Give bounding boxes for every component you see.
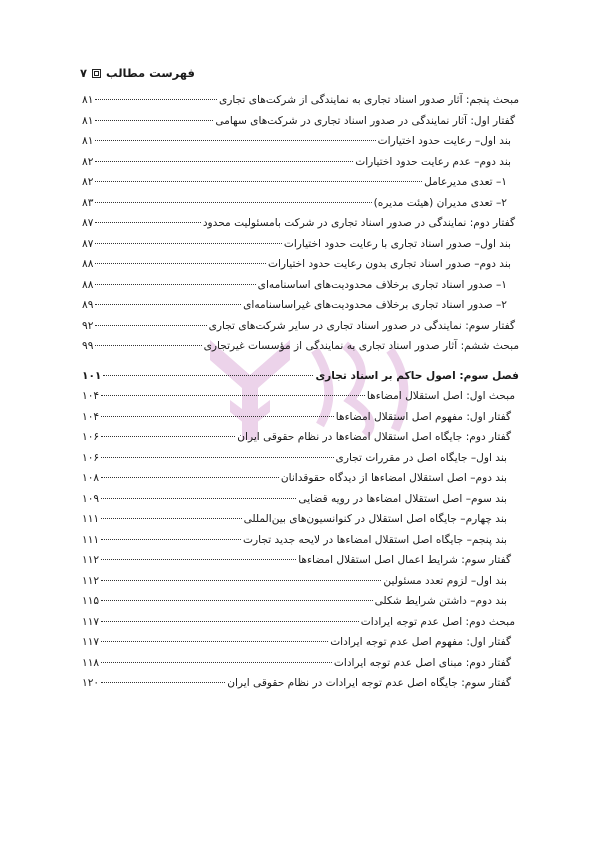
- dot-leader: [95, 181, 422, 182]
- toc-entry[interactable]: [82, 217, 519, 238]
- toc-entry-title: بند اول– صدور اسناد تجاری با رعایت حدود اختیارات: [283, 237, 511, 250]
- toc-entry[interactable]: [82, 320, 519, 341]
- dot-leader: [103, 375, 313, 376]
- box-icon: [92, 69, 101, 78]
- toc-entry-page: ۸۷: [82, 217, 94, 229]
- dot-leader: [95, 325, 206, 326]
- dot-leader: [101, 559, 296, 560]
- dot-leader: [101, 682, 225, 683]
- dot-leader: [95, 345, 201, 346]
- toc-entry[interactable]: [82, 431, 519, 452]
- toc-entry[interactable]: [82, 472, 519, 493]
- dot-leader: [101, 395, 365, 396]
- dot-leader: [101, 477, 279, 478]
- dot-leader: [101, 518, 242, 519]
- toc-entry[interactable]: [82, 390, 519, 411]
- dot-leader: [95, 120, 213, 121]
- toc-entry-title: گفتار اول: آثار نمایندگی در صدور اسناد تجاری در شرکت‌های سهامی: [215, 114, 515, 127]
- dot-leader: [101, 641, 328, 642]
- dot-leader: [95, 99, 217, 100]
- running-header: [80, 66, 195, 80]
- toc-entry-page: ۱۱۷: [82, 615, 100, 628]
- dot-leader: [101, 436, 235, 437]
- toc-entry-title: ۲– تعدی مدیران (هیئت مدیره): [373, 196, 507, 209]
- toc-entry[interactable]: [82, 370, 519, 391]
- toc-entry-title: مبحث اول: اصل استقلال امضاءها: [366, 390, 515, 402]
- toc-entry-page: ۸۱: [82, 135, 94, 147]
- toc-entry[interactable]: [82, 636, 519, 657]
- toc-entry[interactable]: [82, 176, 519, 197]
- toc-entry-page: ۸۸: [82, 278, 94, 291]
- toc-entry-page: ۹۹: [82, 340, 94, 352]
- toc-entry-page: ۱۱۲: [82, 554, 100, 566]
- toc-entry-page: ۸۷: [82, 237, 94, 250]
- toc-entry[interactable]: [82, 534, 519, 555]
- dot-leader: [101, 457, 333, 458]
- toc-entry-page: ۸۱: [82, 114, 94, 127]
- toc-entry-title: گفتار اول: مفهوم اصل عدم توجه ایرادات: [330, 636, 511, 648]
- dot-leader: [95, 243, 281, 244]
- toc-entry-page: ۱۱۱: [82, 513, 100, 525]
- toc-entry-page: ۸۹: [82, 299, 94, 311]
- toc-entry-page: ۱۲۰: [82, 677, 100, 689]
- toc-entry-title: بند سوم– اصل استقلال امضاءها در رویه قضایی: [298, 492, 507, 505]
- dot-leader: [101, 539, 241, 540]
- toc-entry[interactable]: [82, 411, 519, 432]
- toc-entry[interactable]: [82, 279, 519, 300]
- toc-entry-page: ۱۰۹: [82, 492, 100, 505]
- toc-entry-page: ۹۲: [82, 319, 94, 332]
- toc-entry[interactable]: [82, 677, 519, 698]
- toc-entry-title: بند دوم– عدم رعایت حدود اختیارات: [355, 155, 511, 168]
- toc-entry-title: گفتار اول: مفهوم اصل استقلال امضاءها: [335, 410, 511, 423]
- dot-leader: [95, 222, 200, 223]
- toc-entry[interactable]: [82, 616, 519, 637]
- toc-entry-page: ۱۱۸: [82, 656, 100, 669]
- toc-entry[interactable]: [82, 452, 519, 473]
- toc-entry[interactable]: [82, 513, 519, 534]
- toc-entry[interactable]: [82, 94, 519, 115]
- toc-entry-title: بند اول– رعایت حدود اختیارات: [377, 135, 511, 147]
- toc-entry[interactable]: [82, 258, 519, 279]
- toc-entry-page: ۱۰۶: [82, 431, 100, 443]
- toc-entry-title: بند چهارم– جایگاه اصل استقلال در کنوانسیون‌های بین‌المللی: [243, 513, 507, 525]
- toc-entry[interactable]: [82, 554, 519, 575]
- toc-entry-page: ۱۱۱: [82, 533, 100, 546]
- toc-entry-page: ۱۰۶: [82, 451, 100, 464]
- toc-entry-title: گفتار سوم: شرایط اعمال اصل استقلال امضاءها: [298, 554, 511, 566]
- dot-leader: [95, 263, 266, 264]
- toc-entry-title: گفتار دوم: نمایندگی در صدور اسناد تجاری در شرکت بامسئولیت محدود: [202, 217, 515, 229]
- dot-leader: [101, 580, 381, 581]
- dot-leader: [95, 284, 255, 285]
- toc-entry[interactable]: [82, 197, 519, 218]
- toc-entry-page: ۱۱۲: [82, 574, 100, 587]
- toc-entry-title: بند دوم– صدور اسناد تجاری بدون رعایت حدود اختیارات: [267, 258, 511, 270]
- toc-entry-title: بند اول– لزوم تعدد مسئولین: [383, 574, 507, 587]
- toc-entry-title: بند دوم– داشتن شرایط شکلی: [374, 595, 507, 607]
- toc-entry[interactable]: [82, 156, 519, 177]
- toc-entry-title: فصل سوم: اصول حاکم بر اسناد تجاری: [315, 369, 519, 382]
- toc-entry-page: ۱۰۱: [82, 369, 102, 382]
- header-title: فهرست مطالب: [106, 66, 195, 80]
- toc-entry[interactable]: [82, 115, 519, 136]
- toc-entry-page: ۱۰۴: [82, 410, 100, 423]
- toc-entry[interactable]: [82, 299, 519, 320]
- dot-leader: [101, 416, 334, 417]
- dot-leader: [101, 498, 296, 499]
- toc-entry[interactable]: [82, 595, 519, 616]
- toc-entry-title: مبحث پنجم: آثار صدور اسناد تجاری به نمایندگی از شرکت‌های تجاری: [218, 94, 519, 106]
- dot-leader: [95, 202, 371, 203]
- toc-entry-title: بند دوم– اصل استقلال امضاءها از دیدگاه حقوقدانان: [280, 472, 507, 484]
- toc-entry-title: گفتار دوم: مبنای اصل عدم توجه ایرادات: [333, 656, 511, 669]
- toc-entry[interactable]: [82, 238, 519, 259]
- toc-entry-title: ۱– صدور اسناد تجاری برخلاف محدودیت‌های اساسنامه‌ای: [257, 278, 507, 291]
- toc-entry-title: بند اول– جایگاه اصل در مقررات تجاری: [335, 451, 507, 464]
- toc-entry-page: ۸۲: [82, 176, 94, 188]
- dot-leader: [95, 161, 353, 162]
- table-of-contents: [82, 94, 519, 698]
- toc-entry-title: گفتار دوم: جایگاه اصل استقلال امضاءها در نظام حقوقی ایران: [237, 431, 511, 443]
- toc-entry-page: ۸۸: [82, 258, 94, 270]
- toc-entry-title: مبحث ششم: آثار صدور اسناد تجاری به نمایندگی از مؤسسات غیرتجاری: [203, 340, 519, 352]
- header-page-number: ۷: [80, 66, 88, 80]
- dot-leader: [101, 662, 332, 663]
- toc-entry-page: ۱۱۷: [82, 636, 100, 648]
- dot-leader: [95, 140, 375, 141]
- toc-entry[interactable]: [82, 493, 519, 514]
- toc-entry-page: ۸۲: [82, 155, 94, 168]
- toc-entry-title: بند پنجم– جایگاه اصل استقلال امضاءها در لایحه جدید تجارت: [243, 533, 507, 546]
- toc-entry-title: ۱– تعدی مدیرعامل: [424, 176, 507, 188]
- toc-entry-page: ۱۱۵: [82, 595, 100, 607]
- dot-leader: [101, 621, 359, 622]
- toc-entry-page: ۸۳: [82, 196, 94, 209]
- toc-entry-title: مبحث دوم: اصل عدم توجه ایرادات: [360, 615, 515, 628]
- dot-leader: [101, 600, 373, 601]
- toc-entry-page: ۸۱: [82, 94, 94, 106]
- toc-entry-page: ۱۰۴: [82, 390, 100, 402]
- toc-entry[interactable]: [82, 575, 519, 596]
- dot-leader: [95, 304, 241, 305]
- toc-entry[interactable]: [82, 657, 519, 678]
- toc-entry-page: ۱۰۸: [82, 472, 100, 484]
- toc-entry[interactable]: [82, 340, 519, 361]
- toc-entry-title: گفتار سوم: نمایندگی در صدور اسناد تجاری در سایر شرکت‌های تجاری: [208, 319, 515, 332]
- toc-entry[interactable]: [82, 135, 519, 156]
- toc-entry-title: ۲– صدور اسناد تجاری برخلاف محدودیت‌های غیراساسنامه‌ای: [243, 299, 507, 311]
- toc-entry-title: گفتار سوم: جایگاه اصل عدم توجه ایرادات در نظام حقوقی ایران: [227, 677, 511, 689]
